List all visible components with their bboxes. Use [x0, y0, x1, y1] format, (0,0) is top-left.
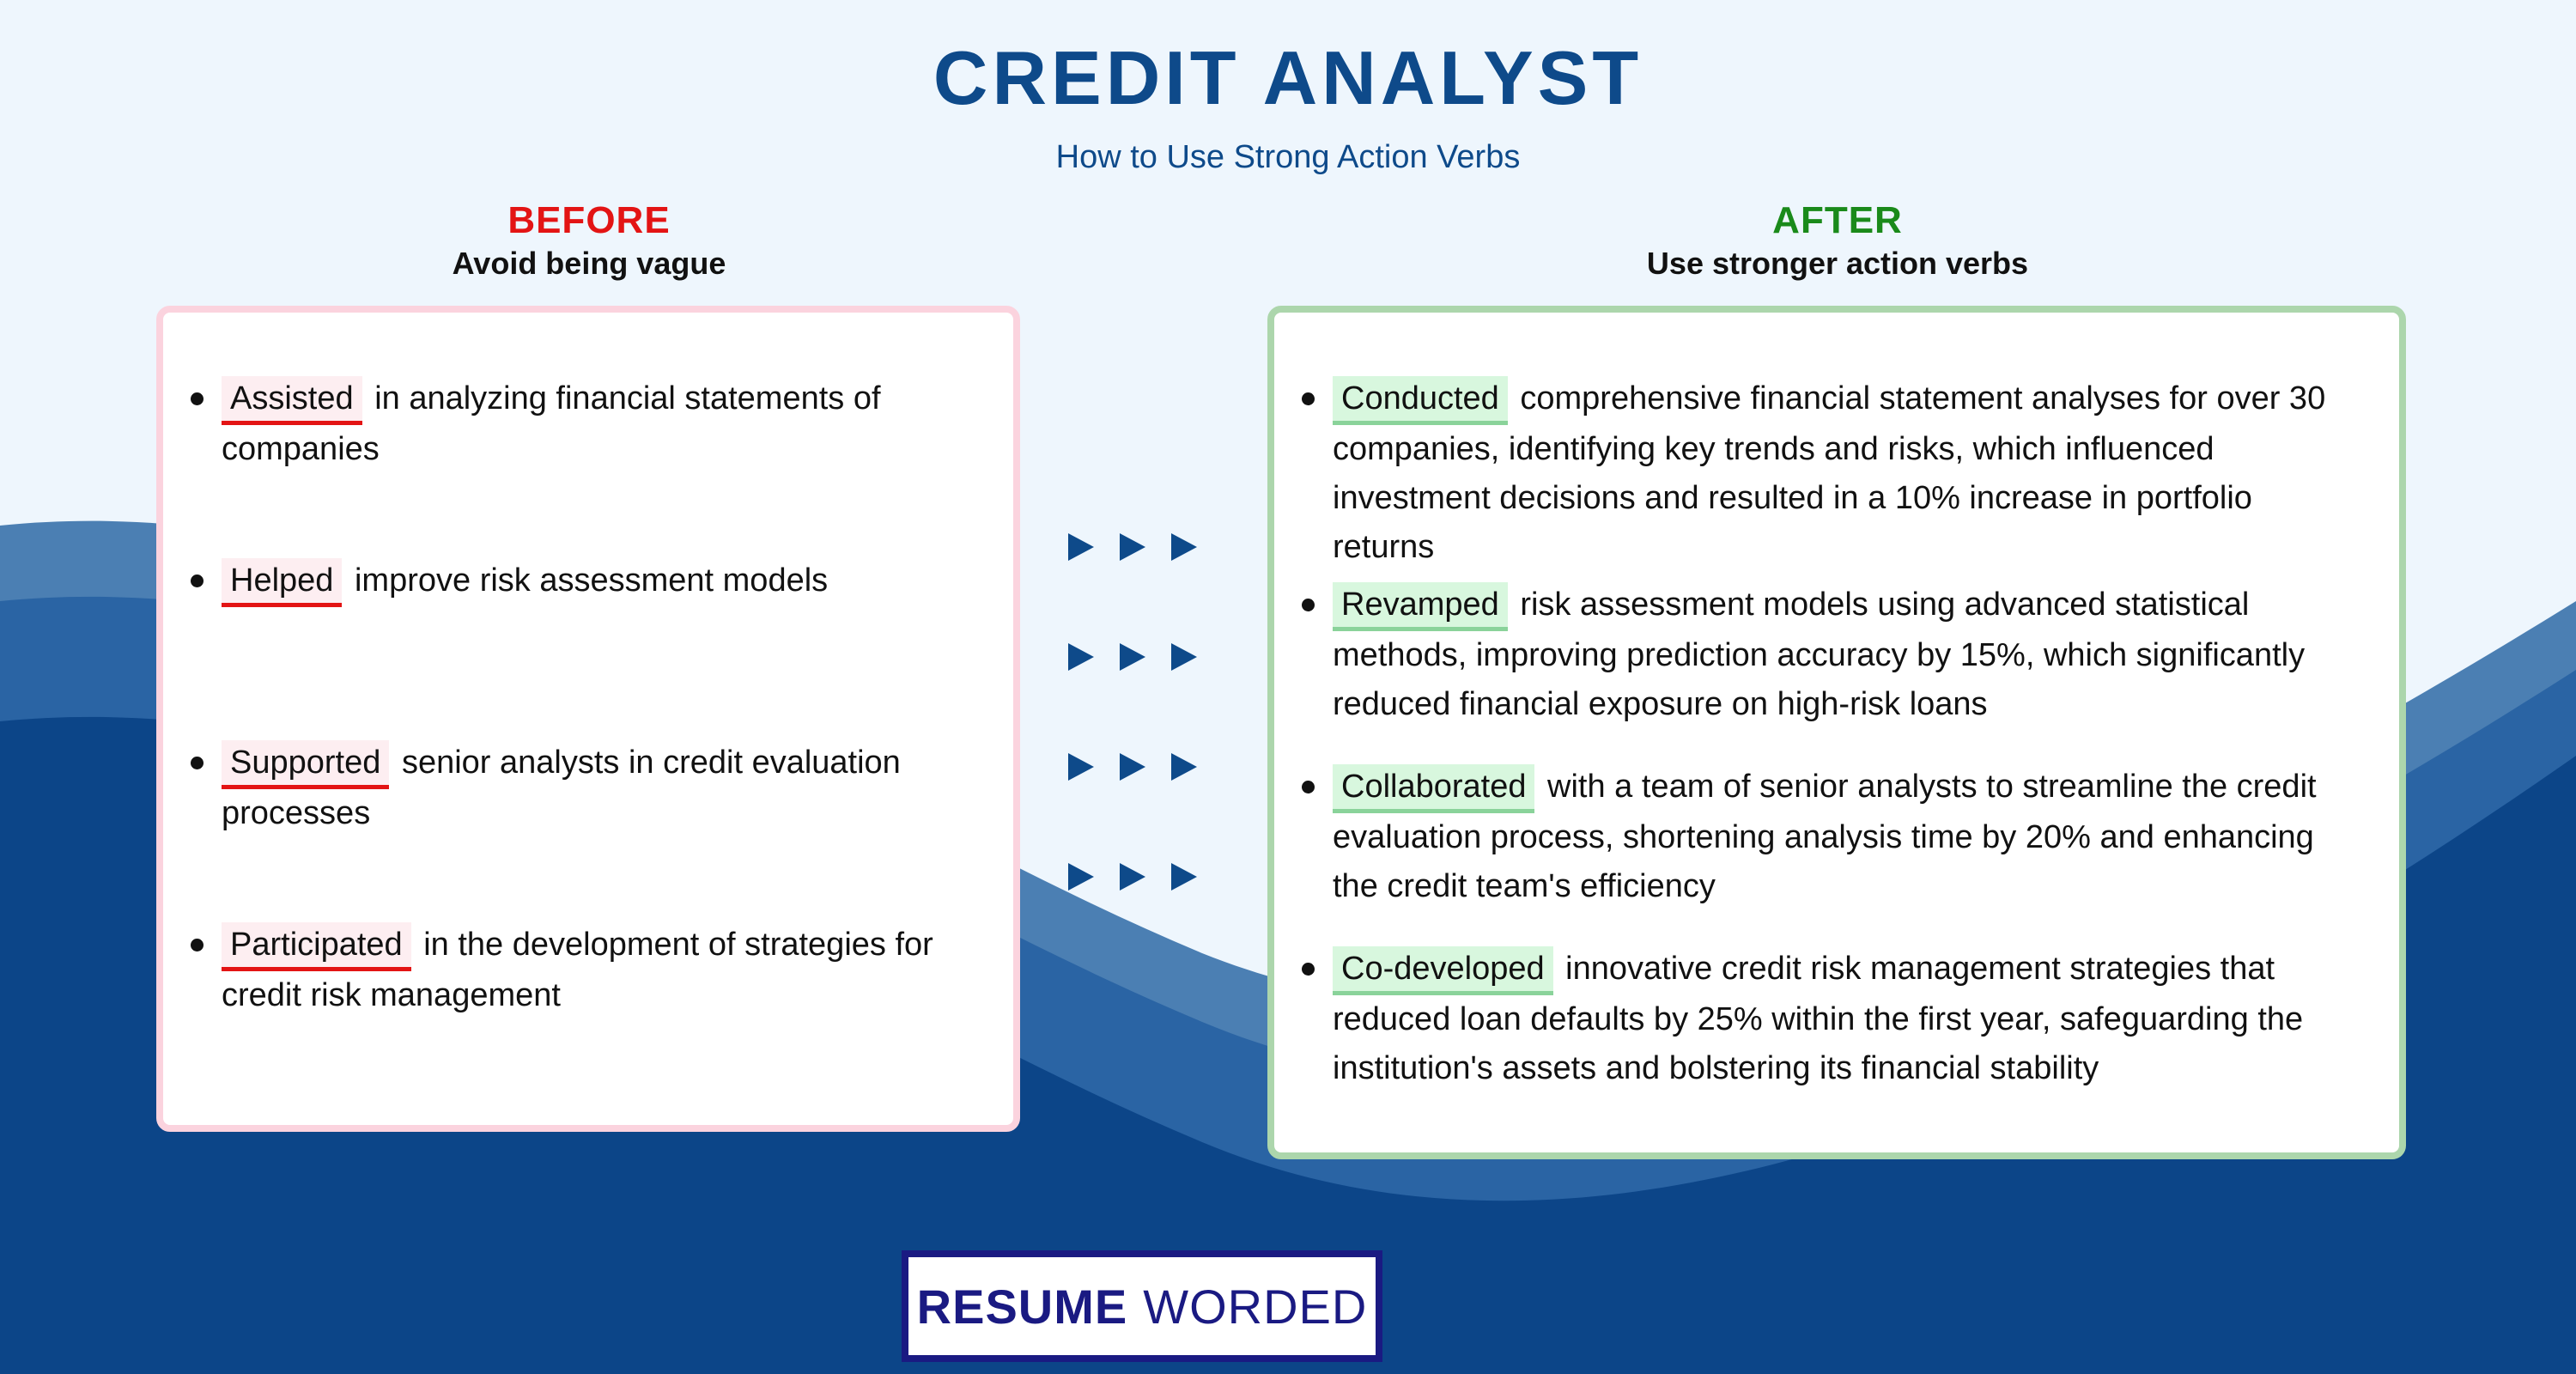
before-list-item — [222, 921, 977, 1020]
resume-worded-logo[interactable] — [902, 1250, 1382, 1362]
after-item-text: innovative credit risk management strategies that reduced loan defaults by 25% within the first year, safeguarding the institution's assets and bolstering its financial stability — [1333, 951, 2304, 1086]
before-list-item — [222, 374, 977, 474]
strong-verb: Revamped — [1333, 582, 1508, 631]
after-heading — [1271, 199, 2404, 282]
strong-verb: Conducted — [1333, 376, 1508, 425]
after-sublabel: Use stronger action verbs — [1646, 246, 2029, 281]
bullet — [191, 392, 204, 405]
before-list-item — [222, 556, 977, 607]
before-item-text: senior analysts in credit evaluation processes — [222, 745, 901, 831]
before-item-text: in analyzing financial statements of companies — [222, 380, 881, 467]
strong-verb: Co-developed — [1333, 946, 1553, 995]
after-item-text: with a team of senior analysts to streamline the credit evaluation process, shortening analysis time by 20% and enhancing the credit team's efficiency — [1333, 769, 2317, 904]
weak-verb: Participated — [222, 922, 411, 971]
before-heading — [160, 199, 1018, 282]
weak-verb: Helped — [222, 558, 342, 607]
before-sublabel: Avoid being vague — [452, 246, 726, 281]
before-item-text: in the development of strategies for credit risk management — [222, 927, 933, 1013]
after-item-text: risk assessment models using advanced statistical methods, improving prediction accuracy by 15%, which significantly reduced financial exposure on high-risk loans — [1333, 587, 2306, 722]
weak-verb: Supported — [222, 740, 389, 789]
strong-verb: Collaborated — [1333, 764, 1534, 813]
after-list-item — [1333, 581, 2354, 729]
after-list-item — [1333, 763, 2354, 911]
after-list-item — [1333, 945, 2354, 1093]
after-item-text: comprehensive financial statement analyses for over 30 companies, identifying key trends and risks, which influenced investment decisions and resulted in a 10% increase in portfolio returns — [1333, 380, 2326, 565]
logo-regular-text: WORDED — [1143, 1279, 1368, 1334]
bullet — [1302, 392, 1315, 405]
bullet — [1302, 781, 1315, 793]
weak-verb: Assisted — [222, 376, 362, 425]
before-card — [156, 306, 1020, 1132]
page-title: CREDIT ANALYST — [933, 35, 1643, 120]
after-label: AFTER — [1772, 199, 1903, 241]
arrows-icon — [1065, 530, 1211, 564]
logo-bold-text: RESUME — [916, 1279, 1128, 1334]
arrows-icon — [1065, 750, 1211, 784]
after-list-item — [1333, 374, 2354, 572]
arrows-icon — [1065, 640, 1211, 674]
bullet — [191, 757, 204, 769]
bullet — [191, 939, 204, 951]
arrows-icon — [1065, 860, 1211, 894]
bullet — [191, 575, 204, 587]
page-subtitle: How to Use Strong Action Verbs — [1055, 139, 1521, 175]
before-item-text: improve risk assessment models — [354, 562, 829, 599]
after-card — [1267, 306, 2406, 1159]
before-label: BEFORE — [507, 199, 671, 241]
bullet — [1302, 963, 1315, 976]
bullet — [1302, 599, 1315, 611]
before-list-item — [222, 739, 977, 838]
